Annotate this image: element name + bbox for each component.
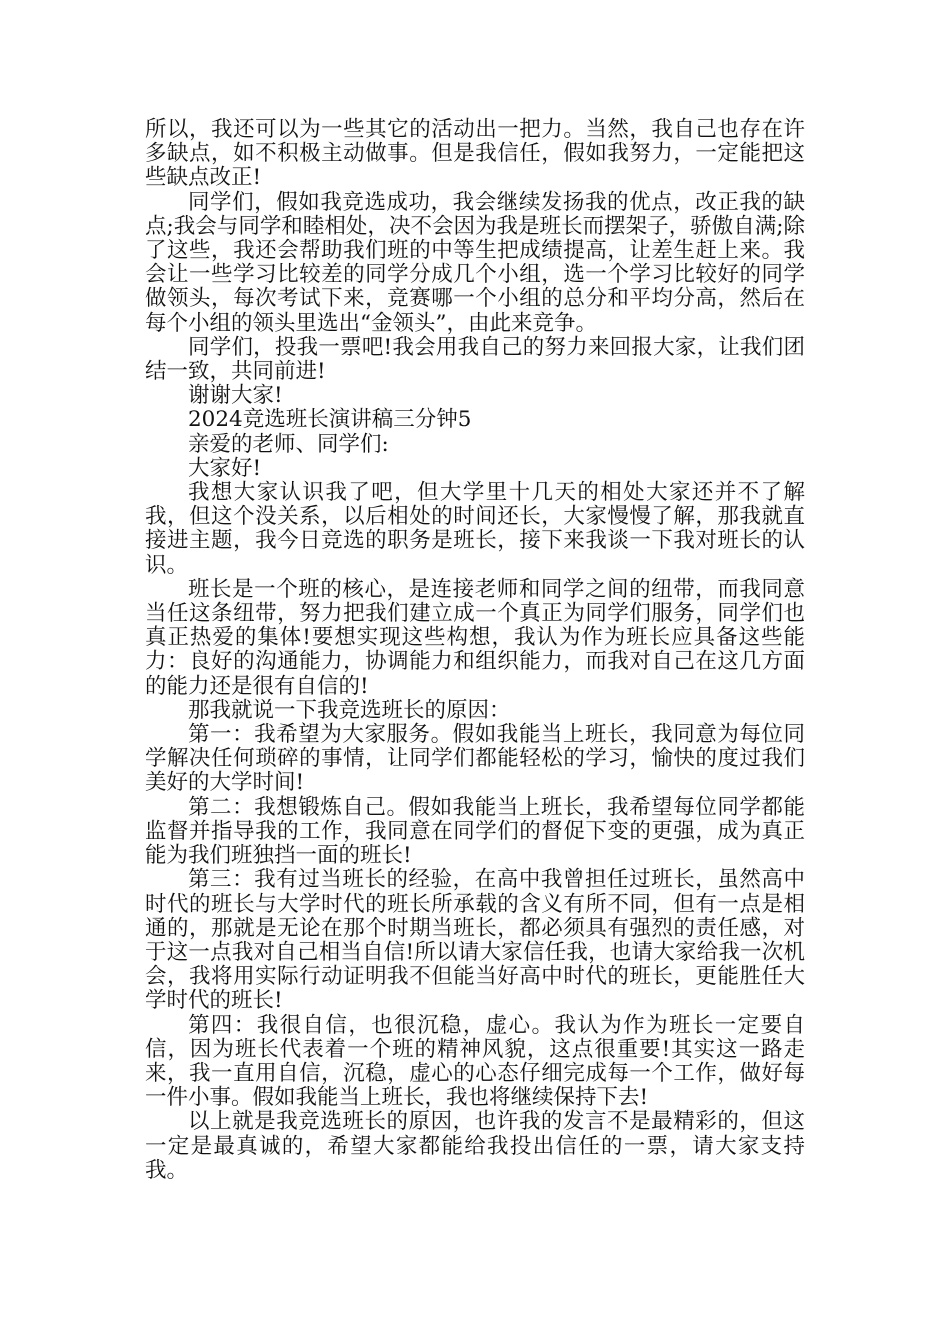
paragraph-reason-two: 第二：我想锻炼自己。假如我能当上班长，我希望每位同学都能监督并指导我的工作，我同意在同学们的督促下变的更强，成为真正能为我们班独挡一面的班长! [145, 794, 805, 869]
paragraph-campaign-promise: 同学们，假如我竞选成功，我会继续发扬我的优点，改正我的缺点;我会与同学和睦相处，决不会因为我是班长而摆架子，骄傲自满;除了这些，我还会帮助我们班的中等生把成绩提高，让差生赶上来。我会让一些学习比较差的同学分成几个小组，选一个学习比较好的同学做领头，每次考试下来，竞赛哪一个小组的总分和平均分高，然后在每个小组的领头里选出“金领头”，由此来竞争。 [145, 189, 805, 336]
document-body [145, 118, 805, 1183]
section-heading: 2024竞选班长演讲稿三分钟5 [188, 407, 472, 433]
paragraph-conclusion: 以上就是我竞选班长的原因，也许我的发言不是最精彩的，但这一定是最真诚的，希望大家都能给我投出信任的一票，请大家支持我。 [145, 1109, 805, 1183]
paragraph-continuation: 所以，我还可以为一些其它的活动出一把力。当然，我自己也存在许多缺点，如不积极主动做事。但是我信任，假如我努力，一定能把这些缺点改正! [145, 117, 805, 191]
paragraph-reason-four: 第四：我很自信，也很沉稳，虚心。我认为作为班长一定要自信，因为班长代表着一个班的精神风貌，这点很重要!其实这一路走来，我一直用自信，沉稳，虚心的心态仔细完成每一个工作，做好每一件小事。假如我能当上班长，我也将继续保持下去! [145, 1012, 805, 1111]
paragraph-thanks: 谢谢大家! [188, 383, 283, 409]
paragraph-reasons-intro: 那我就说一下我竞选班长的原因： [188, 697, 511, 723]
paragraph-vote-appeal: 同学们，投我一票吧!我会用我自己的努力来回报大家，让我们团结一致，共同前进! [145, 334, 805, 385]
paragraph-reason-three: 第三：我有过当班长的经验，在高中我曾担任过班长，虽然高中时代的班长与大学时代的班长所承载的含义有所不同，但有一点是相通的，那就是无论在那个时期当班长，都必须具有强烈的责任感，对于这一点我对自己相当自信!所以请大家信任我，也请大家给我一次机会，我将用实际行动证明我不但能当好高中时代的班长，更能胜任大学时代的班长! [145, 867, 805, 1014]
paragraph-greeting: 大家好! [188, 455, 262, 481]
paragraph-introduction: 我想大家认识我了吧，但大学里十几天的相处大家还并不了解我，但这个没关系，以后相处的时间还长，大家慢慢了解，那我就直接进主题，我今日竞选的职务是班长，接下来我谈一下我对班长的认识。 [145, 480, 805, 578]
paragraph-monitor-role: 班长是一个班的核心，是连接老师和同学之间的纽带，而我同意当任这条纽带，努力把我们建立成一个真正为同学们服务，同学们也真正热爱的集体!要想实现这些构想，我认为作为班长应具备这些能力：良好的沟通能力，协调能力和组织能力，而我对自己在这几方面的能力还是很有自信的! [145, 576, 805, 699]
paragraph-reason-one: 第一：我希望为大家服务。假如我能当上班长，我同意为每位同学解决任何琐碎的事情，让同学们都能轻松的学习，愉快的度过我们美好的大学时间! [145, 722, 805, 796]
paragraph-salutation: 亲爱的老师、同学们: [188, 431, 389, 457]
